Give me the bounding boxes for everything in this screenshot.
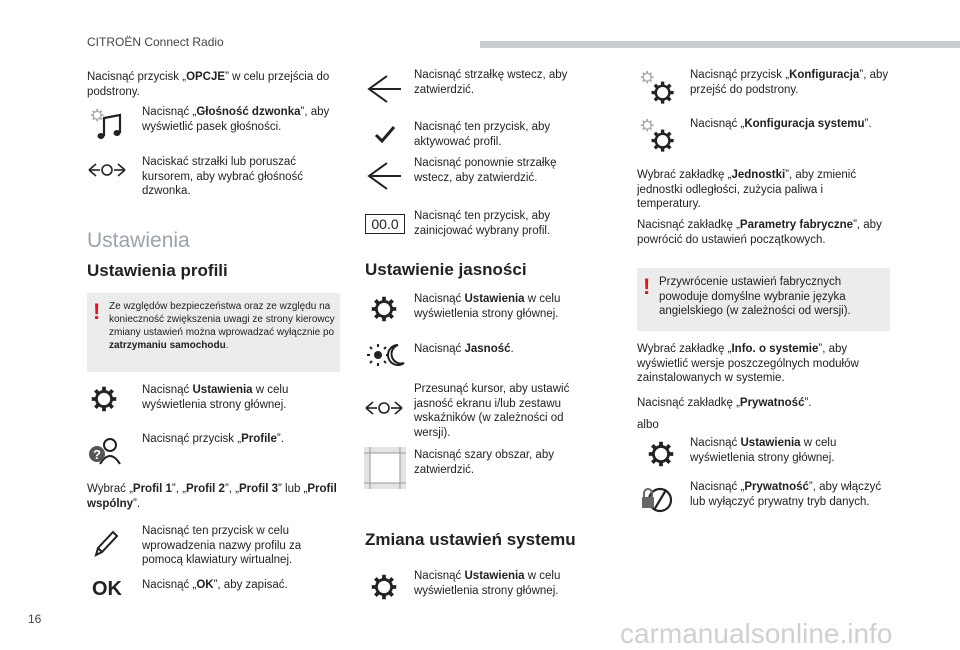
arrows-text: Naciskać strzałki lub poruszać kursorem, aby wybrać głośność dzwonka. [142,156,304,197]
profile-icon[interactable] [88,436,124,466]
ok-button[interactable]: OK [92,578,122,600]
intro-text: Nacisnąć przycisk „OPCJE” w celu przejścia do podstrony. [87,71,330,98]
config-icon[interactable] [640,70,676,106]
ok-text: Nacisnąć „OK”, aby zapisać. [142,579,288,591]
arrows-slider-icon[interactable] [364,396,404,420]
page-number: 16 [28,612,42,626]
back-arrow-icon[interactable] [365,160,405,192]
pencil-text: Nacisnąć ten przycisk w celu wprowadzenia nazwy profilu za pomocą klawiatury wirtualnej. [142,525,302,566]
settings3-text: Nacisnąć Ustawienia w celu wyświetlenia strony głównej. [414,570,561,597]
info-text: Wybrać zakładkę „Info. o systemie”, aby wyświetlić wersje poszczególnych modułów zainstalowanych w systemie. [637,343,859,384]
brightness-icon[interactable] [366,342,406,368]
gear-music-icon[interactable] [90,108,126,144]
reset-text: Nacisnąć ten przycisk, aby zainicjować wybrany profil. [414,210,551,237]
pencil-icon[interactable] [92,528,120,558]
select-profile-text: Wybrać „Profil 1”, „Profil 2”, „Profil 3” lub „Profil wspólny”. [87,483,337,510]
gear-icon[interactable] [647,440,675,468]
gear-icon[interactable] [90,385,118,413]
watermark: carmanualsonline.info [620,618,893,649]
units-text: Wybrać zakładkę „Jednostki”, aby zmienić jednostki odległości, zużycia paliwa i temperatury. [637,169,857,210]
heading-system: Zmiana ustawień systemu [365,530,576,549]
privacy-tab-text: Nacisnąć zakładkę „Prywatność”. [637,397,812,409]
heading-profiles: Ustawienia profili [87,261,228,280]
warning-text-2: Przywrócenie ustawień fabrycznych powoduje domyślne wybranie języka angielskiego (w zależności od wersji). [659,276,851,317]
warning-icon: ! [93,299,101,324]
volume-text: Nacisnąć „Głośność dzwonka”, aby wyświetlić pasek głośności. [142,106,330,133]
profile-text: Nacisnąć przycisk „Profile”. [142,433,284,445]
system-config-icon[interactable] [640,118,676,154]
checkmark-icon[interactable] [374,124,396,144]
warning-box [87,293,340,372]
back2-text: Nacisnąć ponownie strzałkę wstecz, aby zatwierdzić. [414,157,557,184]
settings4-text: Nacisnąć Ustawienia w celu wyświetlenia strony głównej. [690,437,837,464]
heading-settings: Ustawienia [87,229,190,252]
back-arrow-icon[interactable] [365,73,405,105]
settings-text: Nacisnąć Ustawienia w celu wyświetlenia strony głównej. [142,384,289,411]
svg-text:?: ? [93,447,101,462]
settings2-text: Nacisnąć Ustawienia w celu wyświetlenia strony głównej. [414,293,561,320]
reset-button[interactable]: 00.0 [365,214,405,234]
albo-text: albo [637,419,659,431]
warning-box-2 [637,268,890,331]
gear-icon[interactable] [370,295,398,323]
arrows-slider-icon[interactable] [87,158,127,182]
warning-text: Ze względów bezpieczeństwa oraz ze względu na konieczność zwiększenia uwagi ze strony kierowcy zmiany ustawień można wprowadzać wyłącznie po zatrzymaniu samochodu. [109,301,335,351]
sysconfig-text: Nacisnąć „Konfiguracja systemu”. [690,118,872,130]
privacy-text: Nacisnąć „Prywatność”, aby włączyć lub wyłączyć prywatny tryb danych. [690,481,882,508]
heading-brightness: Ustawienie jasności [365,260,527,279]
grey-text: Nacisnąć szary obszar, aby zatwierdzić. [414,449,554,476]
check-text: Nacisnąć ten przycisk, aby aktywować profil. [414,121,551,148]
brightness-text: Nacisnąć Jasność. [414,343,514,355]
gear-icon[interactable] [370,573,398,601]
warning-icon: ! [643,274,651,299]
header-title: CITROËN Connect Radio [87,35,224,49]
grey-area-icon[interactable] [364,447,406,489]
config-text: Nacisnąć przycisk „Konfiguracja”, aby przejść do podstrony. [690,69,889,96]
factory-text: Nacisnąć zakładkę „Parametry fabryczne”, aby powrócić do ustawień początkowych. [637,219,882,246]
privacy-icon[interactable] [640,485,676,515]
back1-text: Nacisnąć strzałkę wstecz, aby zatwierdzić. [414,69,568,96]
slider-text: Przesunąć kursor, aby ustawić jasność ekranu i/lub zestawu wskaźników (w zależności od wersji). [414,383,570,439]
header-bar [480,41,960,48]
